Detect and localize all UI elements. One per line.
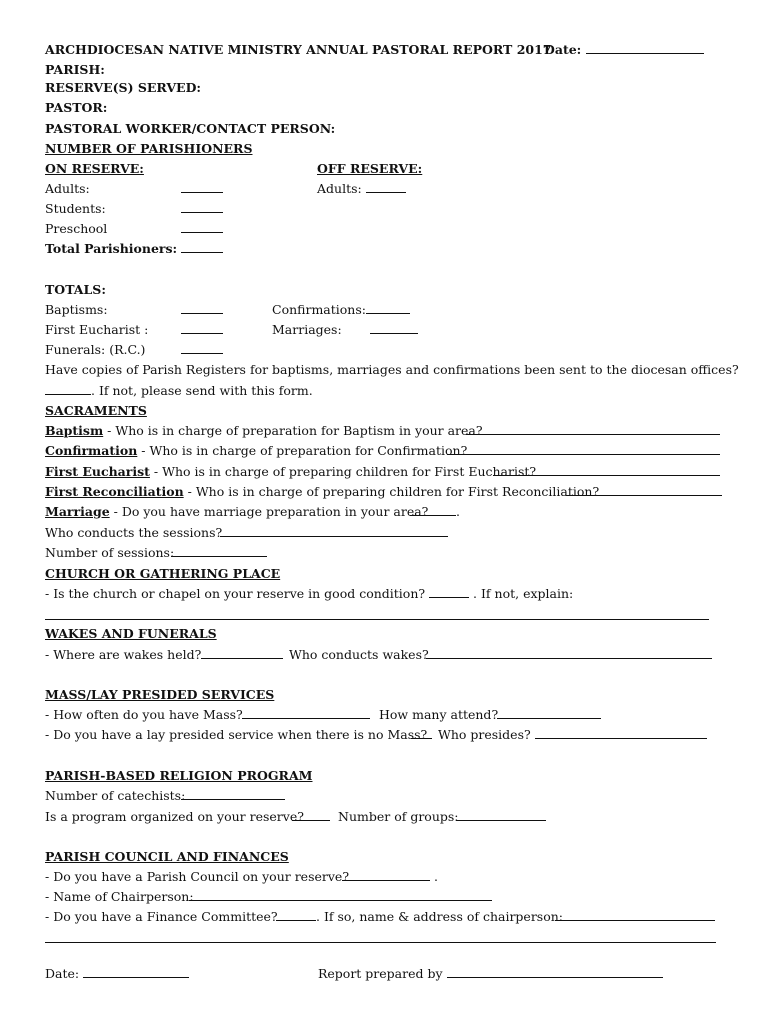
eucharist-field[interactable] (493, 464, 720, 476)
chair-field[interactable] (189, 889, 492, 901)
marriage-field[interactable] (410, 504, 456, 516)
students-field[interactable] (181, 201, 223, 213)
mass-heading: MASS/LAY PRESIDED SERVICES (45, 687, 275, 702)
registers-question: Have copies of Parish Registers for baptisms, marriages and confirmations been sent to the diocesan offices? (45, 362, 739, 377)
confirmations-field[interactable] (366, 302, 410, 314)
confirmation-field[interactable] (447, 443, 720, 455)
prepared-by: Report prepared by (318, 966, 663, 982)
mass-attend-field[interactable] (497, 707, 601, 719)
totals-heading: TOTALS: (45, 282, 106, 297)
registers-answer: . If not, please send with this form. (45, 383, 313, 399)
funerals-label: Funerals: (R.C.) (45, 342, 146, 357)
reserves-label: RESERVE(S) SERVED: (45, 80, 202, 95)
wakes-heading: WAKES AND FUNERALS (45, 626, 217, 641)
mass-attend-label: How many attend? (379, 707, 499, 722)
header-date: Date: (544, 42, 704, 58)
wakes-who-field[interactable] (426, 647, 712, 659)
church-question: - Is the church or chapel on your reserve in good condition? . If not, explain: (45, 586, 574, 601)
reconciliation-field[interactable] (566, 484, 722, 496)
baptisms-label: Baptisms: (45, 302, 108, 317)
finance-label: - Do you have a Finance Committee? (45, 909, 278, 924)
baptism-row: Baptism - Who is in charge of preparation for Baptism in your area? (45, 423, 483, 438)
sessions-who-label: Who conducts the sessions? (45, 525, 223, 540)
sessions-who-field[interactable] (220, 525, 448, 537)
church-field[interactable] (429, 586, 469, 598)
off-adults: Adults: (317, 181, 406, 197)
preschool-label: Preschool (45, 221, 108, 236)
marriages: Marriages: (272, 322, 418, 338)
footer-date-field[interactable] (83, 966, 189, 978)
catechists-label: Number of catechists: (45, 788, 186, 803)
first-eucharist-field[interactable] (181, 322, 223, 334)
mass-often-field[interactable] (242, 707, 370, 719)
parish-label: PARISH: (45, 62, 105, 77)
adults-label: Adults: (45, 181, 90, 196)
groups-label: Number of groups: (338, 809, 459, 824)
footer-date: Date: (45, 966, 189, 982)
lay-service-label: - Do you have a lay presided service when there is no Mass? (45, 727, 428, 742)
adults-field[interactable] (181, 181, 223, 193)
off-reserve-heading: OFF RESERVE: (317, 161, 423, 176)
presides-field[interactable] (535, 727, 707, 739)
lay-service-field[interactable] (411, 727, 432, 739)
finance-field[interactable] (276, 909, 316, 921)
students-label: Students: (45, 201, 106, 216)
finance-address-line[interactable] (45, 942, 716, 943)
chair-label: - Name of Chairperson: (45, 889, 194, 904)
presides-label: Who presides? (438, 727, 531, 742)
finance-chair-field[interactable] (555, 909, 715, 921)
preschool-field[interactable] (181, 221, 223, 233)
eucharist-row: First Eucharist - Who is in charge of preparing children for First Eucharist? (45, 464, 537, 479)
organized-field[interactable] (292, 809, 330, 821)
total-parishioners-label: Total Parishioners: (45, 241, 178, 256)
confirmations: Confirmations: (272, 302, 410, 318)
sacraments-heading: SACRAMENTS (45, 403, 147, 418)
marriages-field[interactable] (370, 322, 418, 334)
report-title: ARCHDIOCESAN NATIVE MINISTRY ANNUAL PASTORAL REPORT 2017 (45, 42, 552, 57)
church-explain-line[interactable] (45, 619, 709, 620)
on-reserve-heading: ON RESERVE: (45, 161, 144, 176)
council-label: - Do you have a Parish Council on your reserve? (45, 869, 350, 884)
confirmation-row: Confirmation - Who is in charge of preparation for Confirmation? (45, 443, 468, 458)
worker-label: PASTORAL WORKER/CONTACT PERSON: (45, 121, 336, 136)
baptisms-field[interactable] (181, 302, 223, 314)
church-heading: CHURCH OR GATHERING PLACE (45, 566, 281, 581)
organized-label: Is a program organized on your reserve? (45, 809, 304, 824)
council-heading: PARISH COUNCIL AND FINANCES (45, 849, 289, 864)
parishioners-heading: NUMBER OF PARISHIONERS (45, 141, 253, 156)
baptism-field[interactable] (466, 423, 720, 435)
religion-heading: PARISH-BASED RELIGION PROGRAM (45, 768, 313, 783)
pastor-label: PASTOR: (45, 100, 108, 115)
reconciliation-row: First Reconciliation - Who is in charge of preparing children for First Reconciliation? (45, 484, 600, 499)
total-parishioners-field[interactable] (181, 241, 223, 253)
sessions-num-field[interactable] (171, 545, 267, 557)
marriage-row: Marriage - Do you have marriage preparation in your area? (45, 504, 429, 519)
funerals-field[interactable] (181, 342, 223, 354)
mass-often-label: - How often do you have Mass? (45, 707, 243, 722)
catechists-field[interactable] (181, 788, 285, 800)
prepared-by-field[interactable] (447, 966, 663, 978)
wakes-who-label: Who conducts wakes? (289, 647, 429, 662)
groups-field[interactable] (456, 809, 546, 821)
off-adults-field[interactable] (366, 181, 406, 193)
council-field[interactable] (342, 869, 430, 881)
first-eucharist-label: First Eucharist : (45, 322, 149, 337)
sessions-num-label: Number of sessions: (45, 545, 175, 560)
wakes-where-label: - Where are wakes held? (45, 647, 202, 662)
registers-field[interactable] (45, 383, 91, 395)
wakes-where-field[interactable] (201, 647, 283, 659)
header-date-field[interactable] (586, 42, 704, 54)
